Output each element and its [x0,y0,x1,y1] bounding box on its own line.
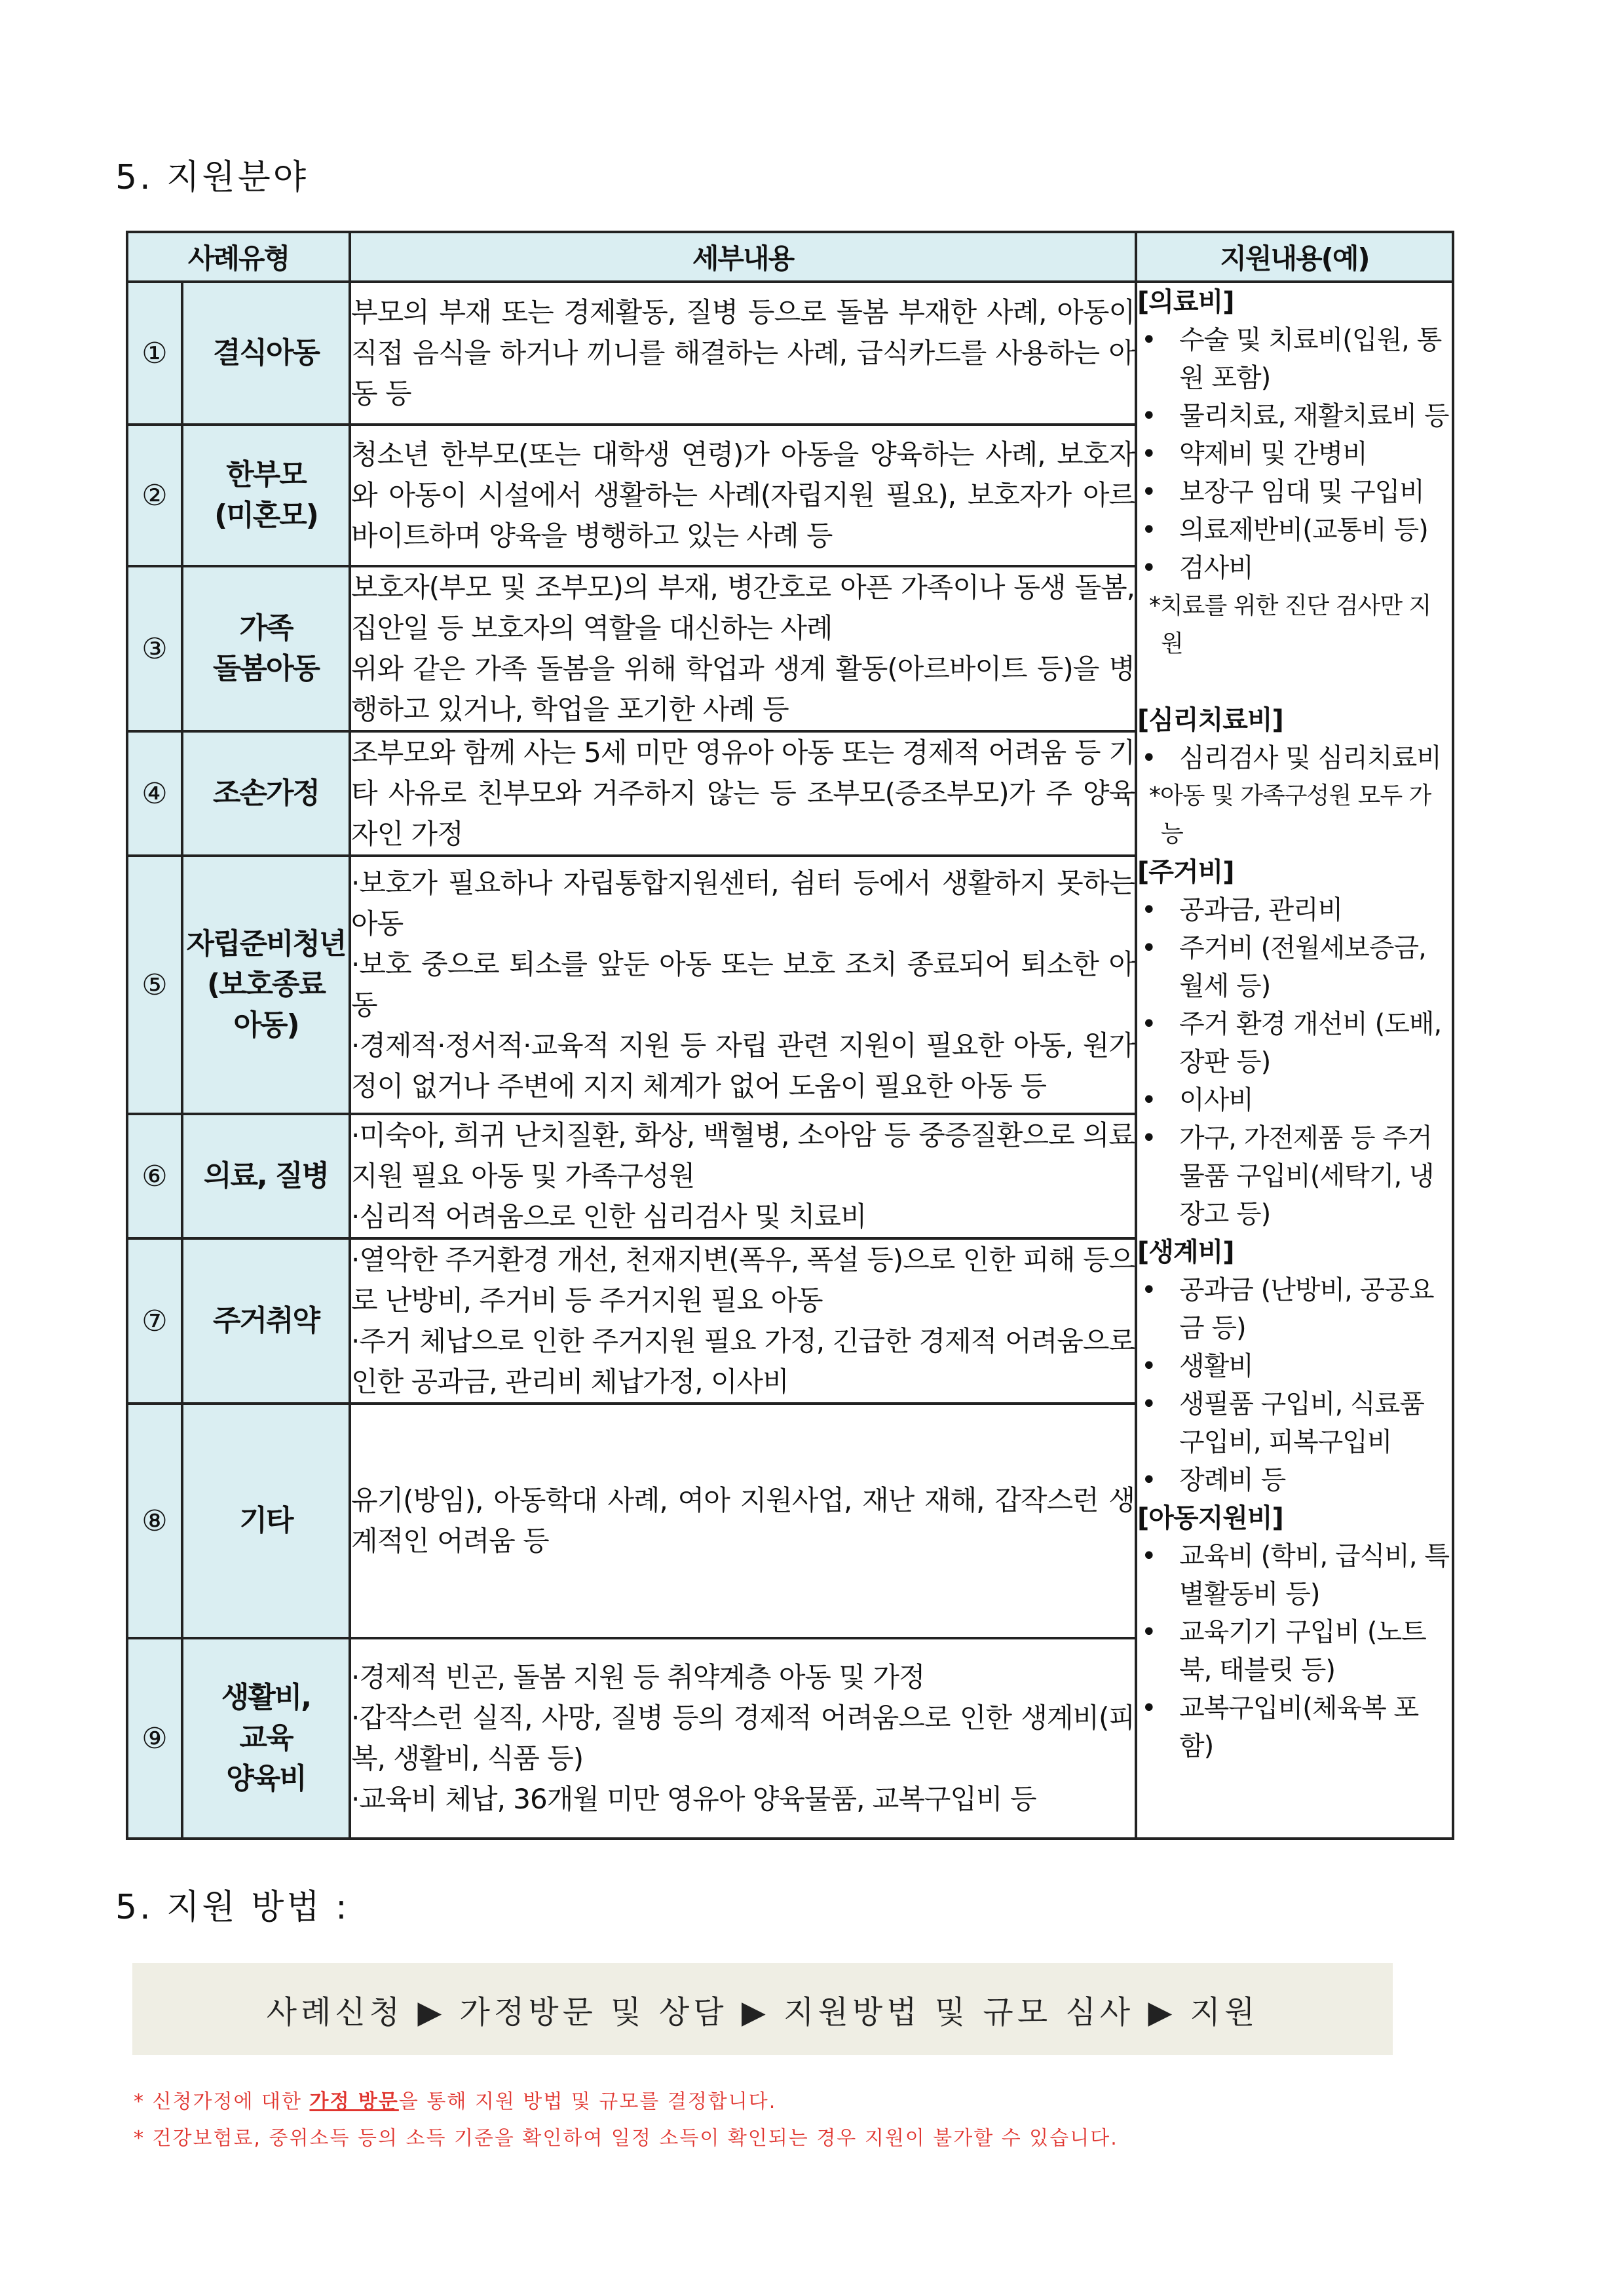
process-flow-box [132,1963,1393,2055]
support-item: • 교복구입비(체육복 포함) [1137,1689,1452,1765]
support-item: • 수술 및 치료비(입원, 통원 포함) [1137,321,1452,397]
case-type: 주거취약 [182,1238,350,1404]
header-details: 세부내용 [350,232,1136,282]
support-section-title: [주거비] [1137,857,1234,887]
support-areas-table [126,231,1454,1840]
row-number: ⑧ [127,1404,182,1638]
row-number: ⑨ [127,1638,182,1839]
process-flow-text: 사례신청 ▶ 가정방문 및 상담 ▶ 지원방법 및 규모 심사 ▶ 지원 [266,1993,1259,2031]
support-item: • 주거비 (전월세보증금, 월세 등) [1137,929,1452,1005]
case-detail: 청소년 한부모(또는 대학생 연령)가 아동을 양육하는 사례, 보호자와 아동이 시설에서 생활하는 사례(자립지원 필요), 보호자가 아르바이트하며 양육을 병행하고 있는 사례 등 [350,425,1136,566]
case-type: 기타 [182,1404,350,1638]
case-type: 가족 돌봄아동 [182,566,350,731]
section-title-support-method: 5. 지원 방법 : [115,1888,350,1927]
case-detail: ·보호가 필요하나 자립통합지원센터, 쉼터 등에서 생활하지 못하는 아동 ·보호 중으로 퇴소를 앞둔 아동 또는 보호 조치 종료되어 퇴소한 아동 ·경제적·정서적·교육적 지원 등 자립 관련 지원이 필요한 아동, 원가정이 없거나 주변에 지지 체계가 없어 도움이 필요한 아동 등 [350,856,1136,1114]
case-detail: ·미숙아, 희귀 난치질환, 화상, 백혈병, 소아암 등 중증질환으로 의료지원 필요 아동 및 가족구성원 ·심리적 어려움으로 인한 심리검사 및 치료비 [350,1114,1136,1238]
row-number: ① [127,282,182,425]
table-header-row [127,232,1453,282]
case-detail: 조부모와 함께 사는 5세 미만 영유아 아동 또는 경제적 어려움 등 기타 사유로 친부모와 거주하지 않는 등 조부모(증조부모)가 주 양육자인 가정 [350,731,1136,856]
case-detail: ·경제적 빈곤, 돌봄 지원 등 취약계층 아동 및 가정 ·갑작스런 실직, 사망, 질병 등의 경제적 어려움으로 인한 생계비(피복, 생활비, 식품 등) ·교육비 체납, 36개월 미만 영유아 양육물품, 교복구입비 등 [350,1638,1136,1839]
support-item: • 교육비 (학비, 급식비, 특별활동비 등) [1137,1537,1452,1613]
row-number: ② [127,425,182,566]
header-case-type: 사례유형 [127,232,350,282]
support-section-title: [심리치료비] [1137,705,1283,735]
case-detail: ·열악한 주거환경 개선, 천재지변(폭우, 폭설 등)으로 인한 피해 등으로 난방비, 주거비 등 주거지원 필요 아동 ·주거 체납으로 인한 주거지원 필요 가정, 긴급한 경제적 어려움으로 인한 공과금, 관리비 체납가정, 이사비 [350,1238,1136,1404]
case-detail: 부모의 부재 또는 경제활동, 질병 등으로 돌봄 부재한 사례, 아동이 직접 음식을 하거나 끼니를 해결하는 사례, 급식카드를 사용하는 아동 등 [350,282,1136,425]
row-number: ④ [127,731,182,856]
support-note: *아동 및 가족구성원 모두 가능 [1149,782,1431,847]
support-item: • 장례비 등 [1137,1461,1452,1499]
support-item: • 생활비 [1137,1347,1452,1385]
support-item: • 의료제반비(교통비 등) [1137,511,1452,549]
case-type: 의료, 질병 [182,1114,350,1238]
support-item: • 가구, 가전제품 등 주거 물품 구입비(세탁기, 냉장고 등) [1137,1119,1452,1233]
note-line: * 신청가정에 대한 가정 방문을 통해 지원 방법 및 규모를 결정합니다. [134,2090,777,2113]
case-type: 생활비, 교육 양육비 [182,1638,350,1839]
support-examples [1136,282,1453,1839]
case-type: 자립준비청년 (보호종료 아동) [182,856,350,1114]
support-section-title: [생계비] [1137,1237,1234,1267]
support-item: • 물리치료, 재활치료비 등 [1137,397,1452,435]
note-line: * 건강보험료, 중위소득 등의 소득 기준을 확인하여 일정 소득이 확인되는 경우 지원이 불가할 수 있습니다. [134,2127,1118,2150]
case-detail: 보호자(부모 및 조부모)의 부재, 병간호로 아픈 가족이나 동생 돌봄, 집안일 등 보호자의 역할을 대신하는 사례 위와 같은 가족 돌봄을 위해 학업과 생계 활동(아르바이트 등)을 병행하고 있거나, 학업을 포기한 사례 등 [350,566,1136,731]
support-item: • 심리검사 및 심리치료비 [1137,739,1452,777]
support-item: • 이사비 [1137,1081,1452,1119]
support-section-title: [아동지원비] [1137,1503,1283,1533]
support-item: • 약제비 및 간병비 [1137,435,1452,473]
case-type: 결식아동 [182,282,350,425]
header-support: 지원내용(예) [1136,232,1453,282]
row-number: ⑥ [127,1114,182,1238]
support-item: • 공과금 (난방비, 공공요금 등) [1137,1271,1452,1347]
case-type: 조손가정 [182,731,350,856]
support-item: • 교육기기 구입비 (노트북, 태블릿 등) [1137,1613,1452,1689]
section-title-support-areas: 5. 지원분야 [115,158,309,197]
case-detail: 유기(방임), 아동학대 사례, 여아 지원사업, 재난 재해, 갑작스런 생계적인 어려움 등 [350,1404,1136,1638]
support-item: • 검사비 [1137,549,1452,587]
support-item: • 공과금, 관리비 [1137,891,1452,929]
table-row [127,282,1453,425]
row-number: ⑤ [127,856,182,1114]
support-section-title: [의료비] [1137,287,1234,317]
case-type: 한부모 (미혼모) [182,425,350,566]
row-number: ⑦ [127,1238,182,1404]
support-item: • 주거 환경 개선비 (도배, 장판 등) [1137,1005,1452,1081]
support-item: • 생필품 구입비, 식료품 구입비, 피복구입비 [1137,1385,1452,1461]
note-emphasis: 가정 방문 [309,2090,399,2113]
notes-block [134,2084,1118,2157]
support-item: • 보장구 임대 및 구입비 [1137,473,1452,511]
row-number: ③ [127,566,182,731]
support-note: *치료를 위한 진단 검사만 지원 [1149,592,1431,657]
